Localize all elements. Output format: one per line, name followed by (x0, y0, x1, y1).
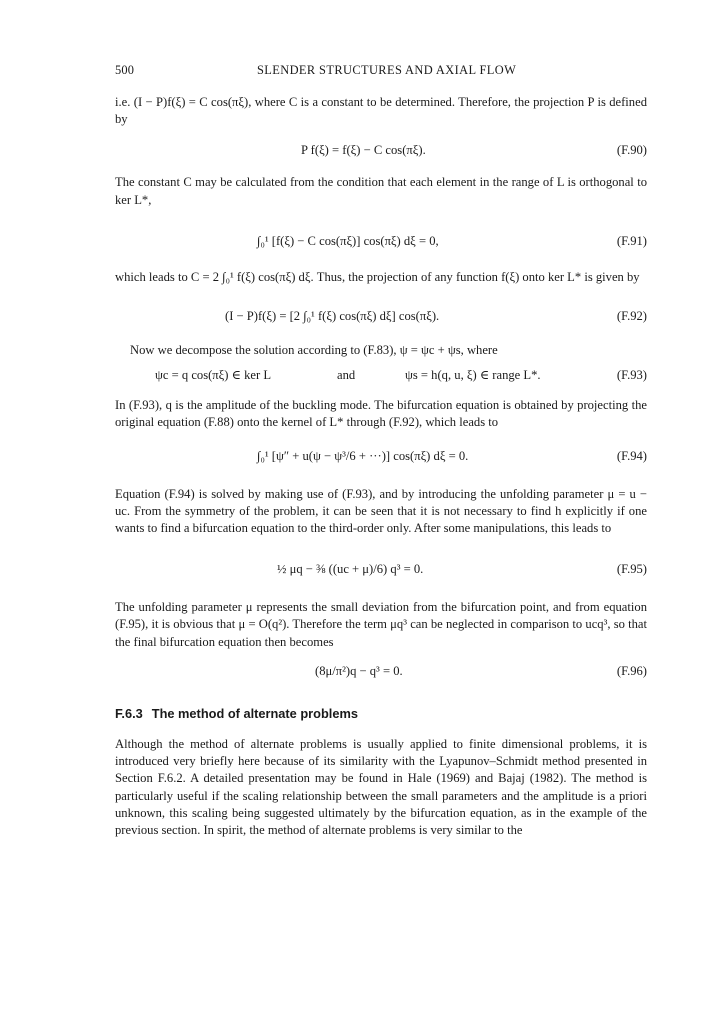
equation-F94-body: ∫₀¹ [ψ″ + u(ψ − ψ³/6 + ···)] cos(πξ) dξ = 0. (257, 448, 469, 463)
section-number: F.6.3 (115, 705, 143, 721)
paragraph-4 (115, 342, 647, 359)
equation-F95 (115, 551, 647, 589)
paragraph-3-text: which leads to C = 2 ∫₀¹ f(ξ) cos(πξ) dξ. Thus, the projection of any function f(ξ) onto ker L* is given by (115, 269, 640, 284)
equation-F95-body: ½ μq − ⅜ ((uc + μ)/6) q³ = 0. (277, 562, 424, 577)
paragraph-6-text: Equation (F.94) is solved by making use of (F.93), and by introducing the unfolding parameter μ = u − uc. From the symmetry of the problem, it can be seen that it is not necessary to find h explicitly if one wants to find a bifurcation equation to the third-order only. After some manipulations, this leads to (115, 486, 647, 536)
running-title: SLENDER STRUCTURES AND AXIAL FLOW (257, 63, 517, 77)
paragraph-7 (115, 599, 647, 651)
paragraph-5-text: In (F.93), q is the amplitude of the buckling mode. The bifurcation equation is obtained by projecting the original equation (F.88) onto the kernel of L* through (F.92), which leads to (115, 398, 647, 430)
paragraph-5 (115, 397, 647, 431)
page (115, 62, 647, 839)
paragraph-8-text: Although the method of alternate problems is usually applied to finite dimensional problems, it is introduced very briefly here because of its similarity with the Lyapunov–Schmidt method presented in Section F.6.2. A detailed presentation may be found in Hale (1969) and Bajaj (1982). The method is particularly useful if the scaling relationship between the small parameters and the amplitude is a priori unknown, this scaling being suggested ultimately by the bifurcation equation, as in the example of the previous section. In spirit, the method of alternate problems is very similar to the (115, 737, 647, 838)
equation-F92-body: (I − P)f(ξ) = [2 ∫₀¹ f(ξ) cos(πξ) dξ] cos(πξ). (225, 309, 440, 324)
equation-F96-body: (8μ/π²)q − q³ = 0. (315, 663, 403, 678)
equation-F91-body: ∫₀¹ [f(ξ) − C cos(πξ)] cos(πξ) dξ = 0, (257, 233, 439, 248)
section-title: The method of alternate problems (151, 705, 358, 721)
equation-F93-and: and (337, 368, 356, 383)
paragraph-6 (115, 486, 647, 538)
paragraph-7-text: The unfolding parameter μ represents the small deviation from the bifurcation point, and from equation (F.95), it is obvious that μ = O(q²). Therefore the term μq³ can be neglected in comparison to ucq³, so that the final bifurcation equation then becomes (115, 600, 647, 649)
page-header (115, 62, 647, 82)
equation-F90 (115, 142, 647, 162)
equation-F90-label: (F.90) (616, 143, 647, 158)
equation-F92-label: (F.92) (616, 309, 647, 324)
equation-F91 (115, 225, 647, 259)
paragraph-4-text: Now we decompose the solution according to (F.83), ψ = ψc + ψs, where (130, 343, 498, 358)
page-number: 500 (115, 63, 135, 77)
section-heading (115, 705, 647, 722)
equation-F92 (115, 300, 647, 334)
equation-F93 (115, 367, 647, 387)
equation-F94-label: (F.94) (616, 448, 647, 463)
equation-F95-label: (F.95) (616, 562, 647, 577)
paragraph-8 (115, 736, 647, 839)
equation-F93-right: ψs = h(q, u, ξ) ∈ range L*. (405, 368, 541, 383)
paragraph-2 (115, 174, 647, 208)
equation-F90-body: P f(ξ) = f(ξ) − C cos(πξ). (301, 143, 426, 158)
equation-F96 (115, 663, 647, 683)
equation-F93-label: (F.93) (616, 368, 647, 383)
paragraph-1 (115, 94, 647, 128)
paragraph-3 (115, 269, 647, 286)
equation-F91-label: (F.91) (616, 233, 647, 248)
paragraph-2-text: The constant C may be calculated from the condition that each element in the range of L is orthogonal to ker L*, (115, 175, 647, 207)
paragraph-1-text: i.e. (I − P)f(ξ) = C cos(πξ), where C is a constant to be determined. Therefore, the projection P is defined by (115, 95, 647, 127)
equation-F93-left: ψc = q cos(πξ) ∈ ker L (155, 368, 272, 383)
equation-F96-label: (F.96) (616, 663, 647, 678)
equation-F94 (115, 442, 647, 476)
